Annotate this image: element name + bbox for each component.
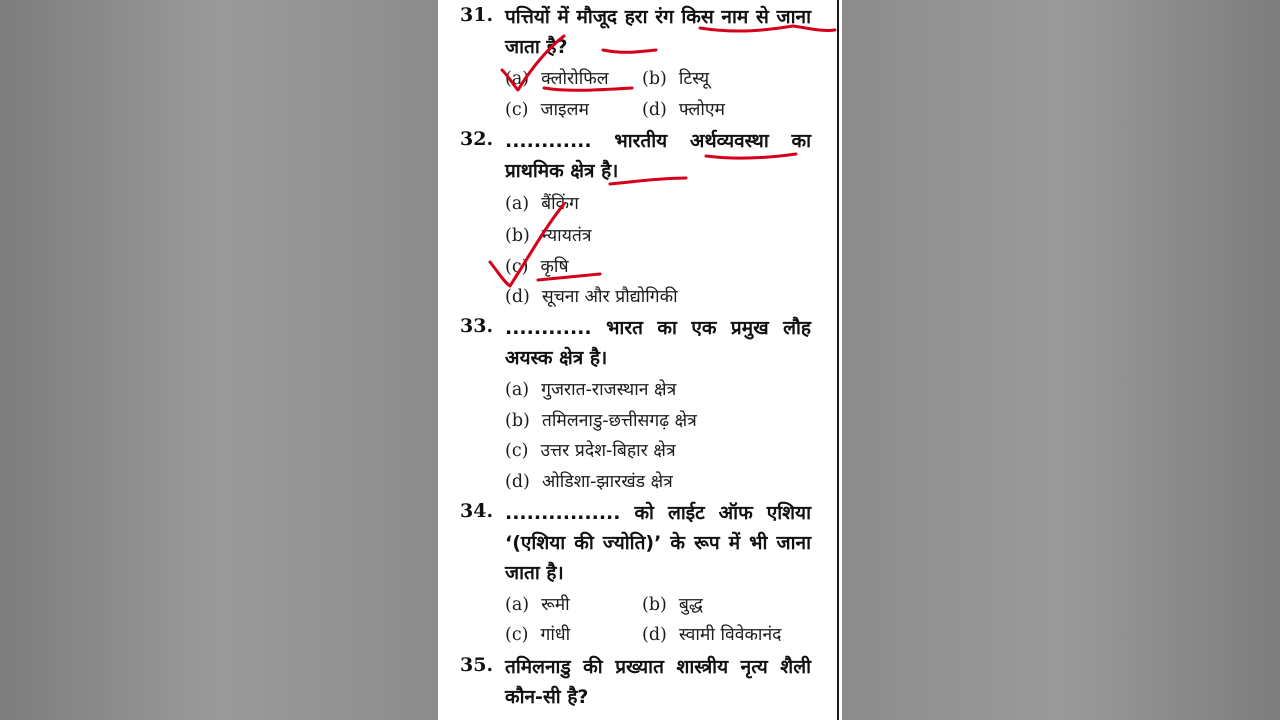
page-border-line [837, 0, 839, 720]
question-31-number: 31. [460, 4, 494, 26]
question-33-option-c: (c) उत्तर प्रदेश-बिहार क्षेत्र [505, 441, 676, 461]
question-33-text: ............ भारत का एक प्रमुख लौह अयस्क क्षेत्र है। [505, 317, 811, 369]
blurred-background-right [842, 0, 1280, 720]
question-33-option-d: (d) ओडिशा-झारखंड क्षेत्र [505, 472, 673, 492]
question-34-option-d: (d) स्वामी विवेकानंद [642, 625, 782, 645]
question-35-text: तमिलनाडु की प्रख्यात शास्त्रीय नृत्य शैली कौन-सी है? [505, 656, 811, 708]
question-32-text: ............ भारतीय अर्थव्यवस्था का प्राथमिक क्षेत्र है। [505, 130, 811, 182]
question-34-option-a: (a) रूमी [505, 595, 570, 615]
question-33-option-a: (a) गुजरात-राजस्थान क्षेत्र [505, 380, 677, 400]
question-32-option-c: (c) कृषि [505, 257, 569, 277]
question-34-text: ................ को लाईट ऑफ एशिया ‘(एशिया की ज्योति)’ के रूप में भी जाना जाता है। [505, 502, 811, 584]
question-34-option-c: (c) गांधी [505, 625, 571, 645]
question-32-option-d: (d) सूचना और प्रौद्योगिकी [505, 287, 678, 307]
question-32-option-b: (b) न्यायतंत्र [505, 226, 592, 246]
question-31-option-c: (c) जाइलम [505, 100, 589, 120]
question-sheet [438, 0, 842, 720]
question-34-number: 34. [460, 500, 494, 522]
question-31-option-d: (d) फ्लोएम [642, 100, 725, 120]
question-32-number: 32. [460, 128, 494, 150]
question-35-number: 35. [460, 654, 494, 676]
question-33-number: 33. [460, 315, 494, 337]
question-31-option-b: (b) टिस्यू [642, 69, 710, 89]
blurred-background-left [0, 0, 438, 720]
question-31-text: पत्तियों में मौजूद हरा रंग किस नाम से जाना जाता है? [505, 6, 811, 58]
question-34-option-b: (b) बुद्ध [642, 595, 703, 615]
question-33-option-b: (b) तमिलनाडु-छत्तीसगढ़ क्षेत्र [505, 411, 697, 431]
question-31-option-a: (a) क्लोरोफिल [505, 69, 609, 89]
question-32-option-a: (a) बैंकिंग [505, 194, 579, 214]
